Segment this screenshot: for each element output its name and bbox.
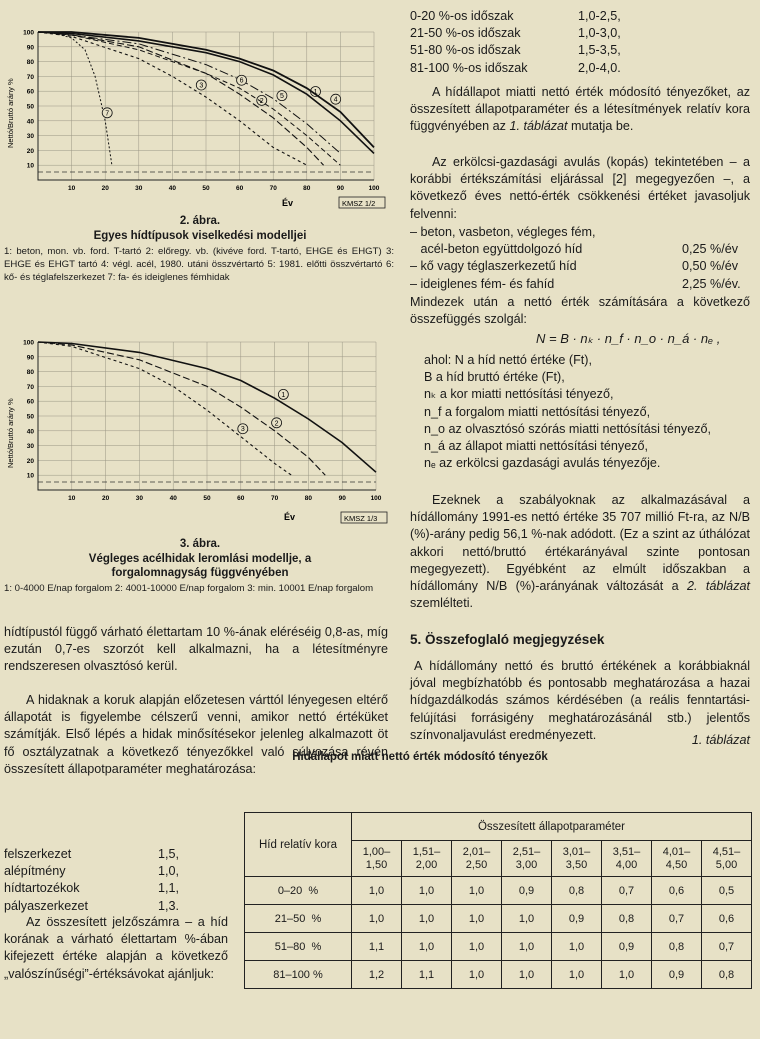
series-marker-label: 3 (240, 426, 245, 434)
weight-row: alépítmény 1,0, (4, 864, 180, 879)
table-cell: 1,0 (502, 933, 552, 961)
right-paragraph-5: A hídállomány nettó és bruttó értékének a korábbiaknál jóval megbízhatóbb és pontosabb meghatározása a hazai hídgazdálkodás számos kérdésében (a reális fenntartási-felújítási forrásigény meghatározásánál stb.) jelentős színvonaljavulást eredményezett. (410, 659, 750, 742)
weight-row: felszerkezet 1,5, (4, 847, 180, 861)
x-tick-label: 10 (68, 495, 76, 502)
x-tick-label: 100 (370, 495, 382, 502)
table-cell: 0,7 (652, 905, 702, 933)
table-column-header: 2,01– 2,50 (452, 841, 502, 877)
table-row (245, 877, 752, 905)
x-tick-label: 100 (368, 185, 380, 192)
table-cell: 1,0 (502, 961, 552, 989)
y-tick-label: 30 (26, 443, 34, 451)
table-cell: 1,0 (552, 961, 602, 989)
y-tick-label: 60 (26, 88, 34, 96)
table-row (245, 905, 752, 933)
weight-row: hídtartozékok 1,1, (4, 881, 180, 896)
table-cell: 0,8 (652, 933, 702, 961)
range-row: 81-100 %-os időszak 2,0-4,0. (410, 60, 621, 75)
table-cell: 0,7 (702, 933, 752, 961)
x-tick-label: 70 (270, 495, 279, 502)
table-cell: 1,0 (452, 961, 502, 989)
table-cell: 1,0 (402, 905, 452, 933)
definition-item: B a híd bruttó értéke (Ft), (424, 370, 565, 385)
table-group-header: Összesített állapotparaméter (352, 813, 752, 841)
rate-row: acél-beton együttdolgozó híd 0,25 %/év (410, 242, 739, 257)
x-tick-label: 20 (101, 185, 109, 192)
table-cell: 0,8 (602, 905, 652, 933)
series-line-6 (38, 32, 340, 165)
definition-item: n_á az állapot miatti nettósítási tényező, (424, 439, 649, 454)
series-marker-label: 5 (279, 93, 284, 101)
y-tick-label: 40 (26, 118, 34, 126)
table-row (245, 933, 752, 961)
table-cell: 1,0 (352, 877, 402, 905)
table-cell: 0,7 (602, 877, 652, 905)
y-tick-label: 90 (26, 44, 34, 52)
formula: N = B · nₖ · n_f · n_o · n_á · nₑ , (536, 331, 721, 346)
table-row-age: 81–100 % (245, 961, 352, 989)
series-marker-label: 1 (313, 88, 318, 96)
series-marker-label: 4 (333, 96, 338, 104)
figure-2-caption-subtitle: Egyes hídtípusok viselkedési modelljei (93, 230, 307, 242)
y-tick-label: 50 (26, 413, 34, 421)
table-cell: 1,0 (552, 933, 602, 961)
table-row-header: Híd relatív kora (245, 813, 352, 877)
table-cell: 1,0 (502, 905, 552, 933)
table-column-header: 4,01– 4,50 (652, 841, 702, 877)
definition-item: n_f a forgalom miatti nettósítási tényező, (424, 404, 651, 419)
rate-row: – ideiglenes fém- és fahíd 2,25 %/év. (410, 276, 741, 291)
table-title: Hídállapot miatt nettó érték módosító tényezők (292, 751, 548, 763)
table-cell: 1,0 (452, 877, 502, 905)
x-tick-label: 60 (235, 185, 244, 192)
x-tick-label: 50 (203, 495, 211, 502)
table-column-header: 3,01– 3,50 (552, 841, 602, 877)
table-cell: 1,0 (602, 961, 652, 989)
series-line-3 (38, 342, 292, 475)
ranges-list (410, 8, 750, 77)
x-tick-label: 40 (169, 495, 177, 502)
y-tick-label: 20 (26, 457, 34, 465)
figure-2-caption-title: 2. ábra. (179, 215, 221, 227)
y-tick-label: 40 (26, 428, 34, 436)
definition-item: n_o az olvasztósó szórás miatti nettósítási tényező, (424, 421, 711, 436)
figure-3-legend-text: 1: 0-4000 E/nap forgalom 2: 4001-10000 E/nap forgalom 3: min. 10001 E/nap forgalom (4, 583, 374, 594)
right-paragraph-2: Az erkölcsi-gazdasági avulás (kopás) tekintetében – a korábbi értékszámítási eljárással [2] megegyezően –, a következő éves nettó-érték csökkenési értéket javasoljuk felvenni: (410, 155, 750, 221)
table-cell: 1,0 (452, 905, 502, 933)
x-tick-label: 70 (269, 185, 277, 192)
figure-3-caption-title: 3. ábra. (179, 538, 221, 550)
table-cell: 1,1 (352, 933, 402, 961)
x-tick-label: 90 (338, 495, 346, 502)
table-cell: 1,0 (402, 933, 452, 961)
range-row: 21-50 %-os időszak 1,0-3,0, (410, 26, 621, 41)
y-tick-label: 100 (23, 29, 34, 37)
x-tick-label: 40 (168, 185, 177, 192)
series-marker-label: 6 (239, 77, 244, 85)
table-column-header: 4,51– 5,00 (702, 841, 752, 877)
definition-item: nₖ a kor miatti nettósítási tényező, (424, 387, 614, 402)
series-marker-label: 2 (259, 97, 264, 105)
series-marker-label: 1 (281, 391, 286, 399)
y-tick-label: 10 (26, 472, 34, 480)
x-tick-label: 60 (237, 495, 245, 502)
table-column-header: 3,51– 4,00 (602, 841, 652, 877)
figure-3-chart (0, 330, 400, 526)
y-tick-label: 70 (26, 73, 34, 81)
range-row: 0-20 %-os időszak 1,0-2,5, (410, 9, 621, 23)
left-paragraph-2: A hidaknak a koruk alapján előzetesen várttól lényegesen eltérő állapotát is figyelembe célszerű venni, amikor nettó értéküket számítják. Első lépés a hidak minősítésekor jelenleg alkalmazott öt fő osztályzatnak a következő tényezőkkel való súlyozása révén összesített állapotparaméter meghatározása: (4, 693, 388, 776)
series-marker-label: 2 (274, 420, 279, 428)
table-label: 1. táblázat (691, 733, 750, 747)
table-cell: 0,9 (652, 961, 702, 989)
table-cell: 1,2 (352, 961, 402, 989)
fig2-xlabel: Év (282, 198, 294, 208)
left-paragraph-3: Az összesített jelzőszámra – a híd korának a várható élettartam %-ában kifejezett értéke alapján a következő „valószínűségi”-értéksávokat ajánljuk: (4, 915, 228, 981)
right-paragraph-3: Mindezek után a nettó érték számítására a következő összefüggés szolgál: (410, 295, 750, 327)
rate-row: – beton, vasbeton, végleges fém, (410, 225, 596, 239)
series-marker-label: 7 (105, 110, 110, 118)
y-tick-label: 30 (26, 133, 34, 141)
table-cell: 0,8 (552, 877, 602, 905)
modifier-table (244, 812, 752, 989)
right-paragraph-4: Ezeknek a szabályoknak az alkalmazásával a hídállomány 1991-es nettó értéke 35 707 millió Ft-ra, az N/B (%)-arány pedig 56,1 %-nak adódott. (Ez a szint az úthálózat akkori nettó/bruttó értékarányával szinte pontosan megegyezett). Egyébként az elmúlt időszakban a hídállomány N/B (%)-arányának változását a 2. táblázat szemlélteti. (410, 493, 750, 611)
x-tick-label: 80 (303, 185, 311, 192)
x-tick-label: 20 (101, 495, 110, 502)
y-tick-label: 20 (26, 147, 34, 155)
table-cell: 0,6 (702, 905, 752, 933)
figure-2-chart (0, 8, 400, 214)
range-row: 51-80 %-os időszak 1,5-3,5, (410, 43, 621, 58)
fig3-ylabel: Nettó/Bruttó arány % (6, 398, 15, 468)
right-paragraph-1: A hídállapot miatti nettó érték módosító tényezőket, az összesített állapotparaméter és a létesítmények relatív kora függvényében az 1. táblázat mutatja be. (410, 85, 750, 134)
fig2-ylabel: Nettó/Bruttó arány % (6, 78, 15, 148)
table-column-header: 1,00– 1,50 (352, 841, 402, 877)
rates-list (410, 224, 750, 293)
y-tick-label: 60 (26, 398, 34, 406)
figure-3-caption-subtitle: Végleges acélhidak leromlási modellje, a forgalomnagyság függvényében (88, 553, 312, 579)
table-column-header: 1,51– 2,00 (402, 841, 452, 877)
x-tick-label: 30 (135, 185, 143, 192)
table-row-age: 51–80 % (245, 933, 352, 961)
y-tick-label: 80 (26, 59, 34, 67)
x-tick-label: 80 (304, 495, 313, 502)
table-row-age: 0–20 % (245, 877, 352, 905)
table-cell: 1,0 (452, 933, 502, 961)
table-cell: 0,6 (652, 877, 702, 905)
definitions-list (424, 352, 754, 472)
table-cell: 0,9 (552, 905, 602, 933)
table-cell: 0,9 (502, 877, 552, 905)
table-column-header: 2,51– 3,00 (502, 841, 552, 877)
table-row (245, 961, 752, 989)
rate-row: – kő vagy téglaszerkezetű híd 0,50 %/év (410, 259, 739, 274)
y-tick-label: 100 (23, 339, 34, 347)
y-tick-label: 50 (26, 103, 34, 111)
fig3-stamp: KMSZ 1/3 (344, 514, 378, 523)
y-tick-label: 90 (26, 354, 34, 362)
left-paragraph-1: hídtípustól függő várható élettartam 10 %-ának eléréséig 0,8-as, míg ezután 0,7-es szorzót kell alkalmazni, ha a létesítményre rendszeresen olvasztósó kerül. (4, 625, 388, 674)
table-cell: 1,0 (352, 905, 402, 933)
x-tick-label: 50 (202, 185, 210, 192)
series-marker-label: 3 (199, 82, 204, 90)
x-tick-label: 10 (67, 185, 76, 192)
y-tick-label: 10 (26, 162, 34, 170)
series-line-7 (38, 32, 112, 165)
definition-item: nₑ az erkölcsi gazdasági avulás tényezője. (424, 456, 661, 471)
section-heading: 5. Összefoglaló megjegyzések (410, 632, 605, 647)
table-cell: 0,8 (702, 961, 752, 989)
table-cell: 1,0 (402, 877, 452, 905)
weights-list (4, 846, 234, 915)
fig3-xlabel: Év (284, 512, 296, 522)
table-row-age: 21–50 % (245, 905, 352, 933)
y-tick-label: 80 (26, 369, 34, 377)
x-tick-label: 90 (336, 185, 345, 192)
table-cell: 0,9 (602, 933, 652, 961)
definition-item: ahol: N a híd nettó értéke (Ft), (424, 353, 592, 367)
table-cell: 0,5 (702, 877, 752, 905)
figure-2-legend-text: 1: beton, mon. vb. ford. T-tartó 2: előregy. vb. (kivéve ford. T-tartó, EHGE és EHGT) 3: EHGE és EHGT tartó 4: végl. acél, 1980. utáni összvértartó 5: 1981. előtti összvértartó 6: kő- és téglafelszerkezet 7: fa- és ideiglenes fémhidak (4, 246, 394, 283)
weight-row: pályaszerkezet 1,3. (4, 898, 180, 913)
x-tick-label: 30 (135, 495, 144, 502)
fig2-stamp: KMSZ 1/2 (342, 199, 376, 208)
y-tick-label: 70 (26, 383, 34, 391)
table-cell: 1,1 (402, 961, 452, 989)
